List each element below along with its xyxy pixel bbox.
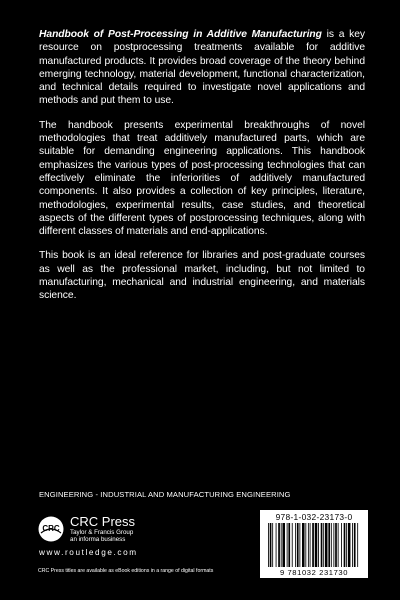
barcode-bar (344, 523, 346, 567)
barcode-bar (348, 523, 351, 567)
publisher-url: www.routledge.com (39, 548, 138, 557)
barcode-bar (295, 523, 296, 567)
barcode-bar (299, 523, 300, 567)
ebook-footnote: CRC Press titles are available as eBook editions in a range of digital formats (38, 568, 214, 574)
barcode-bar (354, 523, 356, 567)
barcode-bar (325, 523, 328, 567)
barcode-bar (323, 523, 324, 567)
barcode-bar (270, 523, 272, 567)
barcode-bar (315, 523, 318, 567)
barcode-bar (278, 523, 280, 567)
isbn-number-top: 978-1-032-23173-0 (275, 512, 353, 522)
crc-logo-text: CRC (42, 524, 60, 533)
barcode-bar (321, 523, 323, 567)
isbn-barcode (260, 510, 368, 578)
barcode-bar (331, 523, 332, 567)
blurb-paragraph-1-text: is a key resource on postprocessing treatments available for additive manufactured products. It provides broad coverage of the theory behind emerging technology, material development, functional characterization, and technical details required to investigate novel applications and methods and put them to use. (39, 29, 365, 107)
back-cover-blurb (39, 28, 365, 314)
barcode-bar (305, 523, 306, 567)
publisher-business: an informa business (70, 536, 126, 544)
barcode-bar (268, 523, 269, 567)
barcode-bar (341, 523, 342, 567)
blurb-paragraph-1 (39, 28, 365, 108)
barcode-bar (287, 523, 288, 567)
barcode-bar (346, 523, 347, 567)
blurb-paragraph-3: This book is an ideal reference for libraries and post-graduate courses as well as the professional market, including, but not limited to manufacturing, mechanical and industrial engineering, and materials science. (39, 250, 365, 302)
barcode-bar (338, 523, 339, 567)
barcode-bar (308, 523, 309, 567)
isbn-number-bottom: 9 781032 231730 (279, 568, 349, 577)
publisher-name: CRC Press (70, 514, 136, 529)
subject-category: ENGINEERING - INDUSTRIAL AND MANUFACTURING ENGINEERING (39, 490, 291, 499)
barcode-bar (282, 523, 285, 567)
blurb-paragraph-2: The handbook presents experimental breakthroughs of novel methodologies that treat additively manufactured parts, which are suitable for demanding engineering applications. This handbook emphasizes the various types of post-processing technologies that can effectively eliminate the inferiorities of additively manufactured components. It also provides a collection of key principles, literature, methodologies, experimental results, case studies, and theoretical aspects of the different types of postprocessing techniques, along with different classes of materials and end-applications. (39, 119, 365, 238)
barcode-bar (302, 523, 305, 567)
barcode-bar (310, 523, 311, 567)
barcode-bar (352, 523, 353, 567)
barcode-bar (312, 523, 314, 567)
barcode-bar (281, 523, 282, 567)
barcode-bar (357, 523, 358, 567)
barcode-bar (335, 523, 337, 567)
publisher-group: Taylor & Francis Group (70, 529, 134, 536)
book-title-inline: Handbook of Post-Processing in Additive Manufacturing (39, 29, 322, 40)
barcode-bars (266, 523, 362, 567)
barcode-bar (292, 523, 293, 567)
barcode-bar (328, 523, 330, 567)
barcode-bar (288, 523, 290, 567)
barcode-bar (272, 523, 273, 567)
publisher-block (70, 514, 135, 544)
barcode-bar (276, 523, 277, 567)
barcode-bar (318, 523, 319, 567)
barcode-bar (333, 523, 334, 567)
crc-press-logo (38, 516, 64, 542)
barcode-bar (297, 523, 299, 567)
